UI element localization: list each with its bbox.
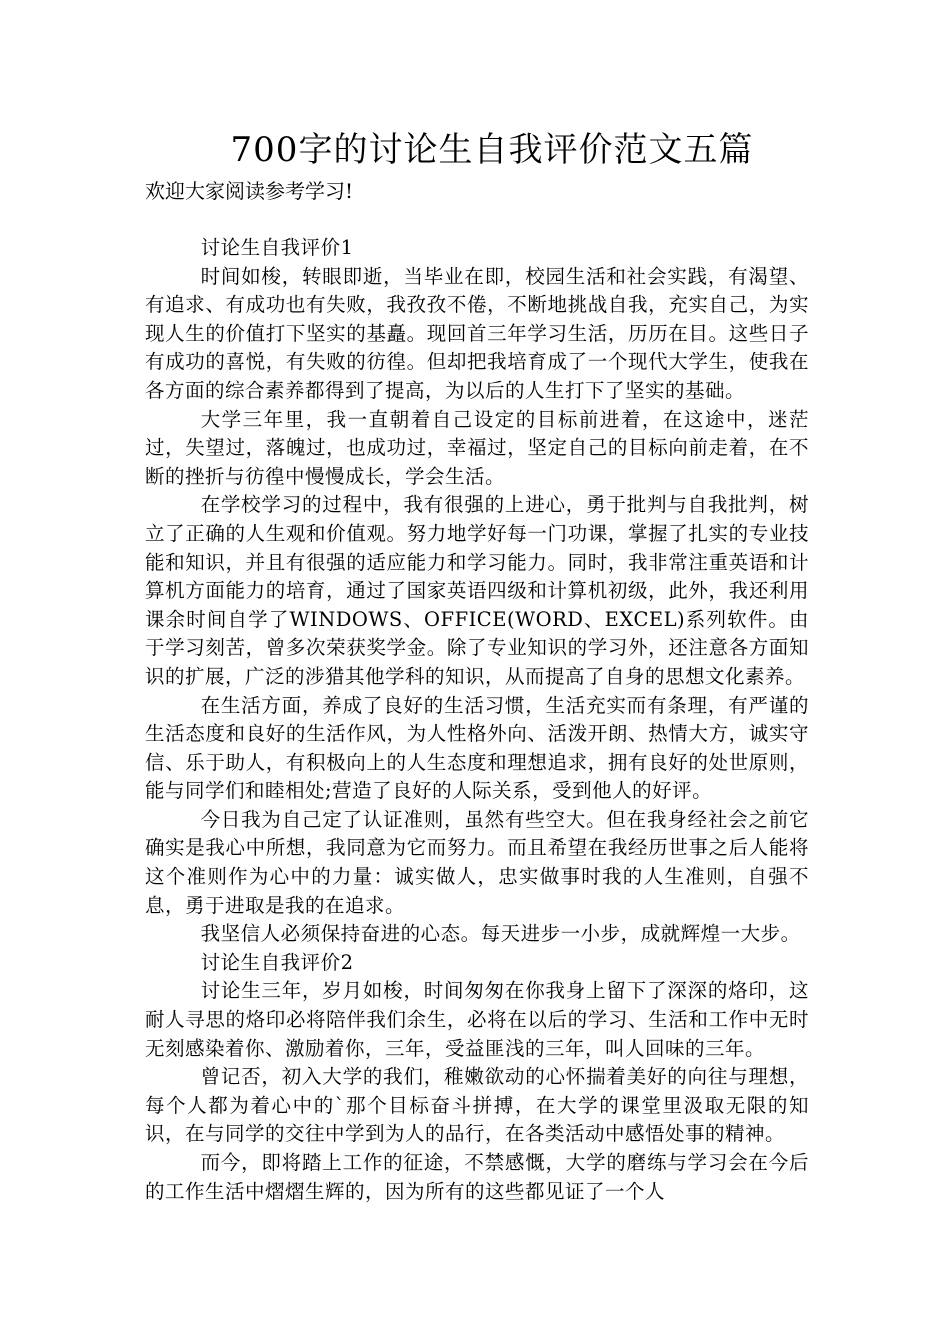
intro-text: 欢迎大家阅读参考学习! xyxy=(145,179,354,203)
section-heading: 讨论生自我评价2 xyxy=(200,950,354,974)
paragraph: 曾记否，初入大学的我们，稚嫩欲动的心怀揣着美好的向往与理想，每个人都为着心中的`那个目标奋斗拼搏，在大学的课堂里汲取无限的知识，在与同学的交往中学到为人的品行，在各类活动中感悟处事的精神。 xyxy=(145,1065,809,1146)
paragraph: 而今，即将踏上工作的征途，不禁感慨，大学的磨练与学习会在今后的工作生活中熠熠生辉的，因为所有的这些都见证了一个人 xyxy=(145,1151,809,1203)
spacer xyxy=(145,206,809,234)
paragraph: 在生活方面，养成了良好的生活习惯，生活充实而有条理，有严谨的生活态度和良好的生活作风，为人性格外向、活泼开朗、热情大方，诚实守信、乐于助人，有积极向上的人生态度和理想追求，拥有良好的处世原则，能与同学们和睦相处;营造了良好的人际关系，受到他人的好评。 xyxy=(145,693,809,803)
section-2 xyxy=(145,949,809,1206)
paragraph: 时间如梭，转眼即逝，当毕业在即，校园生活和社会实践，有渴望、有追求、有成功也有失败，我孜孜不倦，不断地挑战自我，充实自己，为实现人生的价值打下坚实的基矗。现回首三年学习生活，历历在目。这些日子有成功的喜悦，有失败的彷徨。但却把我培育成了一个现代大学生，使我在各方面的综合素养都得到了提高，为以后的人生打下了坚实的基础。 xyxy=(145,264,809,402)
paragraph: 我坚信人必须保持奋进的心态。每天进步一小步，成就辉煌一大步。 xyxy=(200,922,801,946)
section-1 xyxy=(145,234,809,949)
document-title: 700字的讨论生自我评价范文五篇 xyxy=(230,130,754,170)
document-page xyxy=(145,128,809,1206)
paragraph: 讨论生三年，岁月如梭，时间匆匆在你我身上留下了深深的烙印，这耐人寻思的烙印必将陪伴我们余生，必将在以后的学习、生活和工作中无时无刻感染着你、激励着你，三年，受益匪浅的三年，叫人回味的三年。 xyxy=(145,979,809,1060)
paragraph: 大学三年里，我一直朝着自己设定的目标前进着，在这途中，迷茫过，失望过，落魄过，也成功过，幸福过，坚定自己的目标向前走着，在不断的挫折与彷徨中慢慢成长，学会生活。 xyxy=(145,407,809,488)
section-heading: 讨论生自我评价1 xyxy=(200,236,354,259)
paragraph: 在学校学习的过程中，我有很强的上进心，勇于批判与自我批判，树立了正确的人生观和价值观。努力地学好每一门功课，掌握了扎实的专业技能和知识，并且有很强的适应能力和学习能力。同时，我非常注重英语和计算机方面能力的培育，通过了国家英语四级和计算机初级，此外，我还利用课余时间自学了WINDOWS、OFFICE(WORD、EXCEL)系列软件。由于学习刻苦，曾多次荣获奖学金。除了专业知识的学习外，还注意各方面知识的扩展，广泛的涉猎其他学科的知识，从而提高了自身的思想文化素养。 xyxy=(145,493,809,688)
paragraph: 今日我为自己定了认证准则，虽然有些空大。但在我身经社会之前它确实是我心中所想，我同意为它而努力。而且希望在我经历世事之后人能将这个准则作为心中的力量：诚实做人，忠实做事时我的人生准则，自强不息，勇于进取是我的在追求。 xyxy=(145,807,809,917)
